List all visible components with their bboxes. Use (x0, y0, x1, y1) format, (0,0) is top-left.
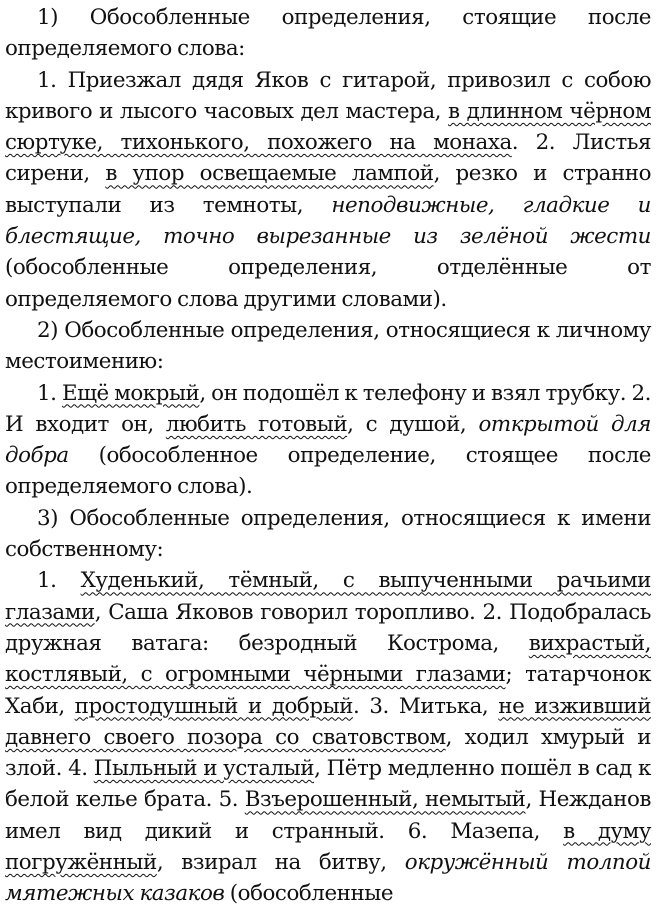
text-segment: , Нежданов имел вид дикий и странный. 6. Мазепа, (5, 787, 651, 844)
paragraph (5, 378, 651, 503)
text-segment: ; татарчонок Хаби, (5, 662, 651, 719)
text-segment: . 3. Митька, (353, 693, 499, 719)
text-segment: (обособленные (224, 881, 394, 907)
text-segment: , взирал на битву, (156, 850, 405, 876)
underlined-definition: не изживший давнего своего позора со сватовством (5, 693, 651, 750)
text-segment: 2) Обособленные определения, относящиеся к личному местоимению: (5, 317, 651, 375)
italic-definition: окружённый толпой мятежных казаков (5, 850, 652, 907)
text-segment: . 2. Листья сирени, (5, 130, 651, 187)
underlined-definition: вихрастый, костлявый, с огромными чёрными глазами (5, 630, 651, 688)
text-segment: 1. (37, 568, 81, 594)
underlined-definition: в упор освещаемые лампой (105, 161, 434, 187)
paragraph (5, 2, 651, 65)
text-segment: , с душой, (347, 411, 479, 437)
text-segment: (обособленные определения, отделённые от определяемого слова другими словами). (5, 255, 651, 312)
text-segment: 1) Обособленные определения, стоящие после определяемого слова: (5, 5, 651, 62)
underlined-definition: Пыльный и усталый (93, 756, 315, 782)
text-segment: 3) Обособленные определения, относящиеся к имени собственному: (5, 505, 651, 563)
underlined-definition: Худенький, тёмный, с выпученными рачьими глазами (5, 568, 651, 625)
paragraph (5, 565, 651, 909)
underlined-definition: в думу погружённый (5, 818, 651, 876)
paragraph (5, 315, 651, 378)
underlined-definition: в длинном чёрном сюртуке, тихонького, похожего на монаха (5, 98, 652, 156)
underlined-definition: простодушный и добрый (74, 693, 353, 719)
text-segment: 1. Приезжал дядя Яков с гитарой, привозил с собою кривого и лысого часовых дел мастера, (5, 67, 651, 124)
text-segment: , Саша Яковов говорил торопливо. 2. Подобралась дружная ватага: безродный Кострома, (5, 599, 651, 656)
text-segment: , он подошёл к телефону и взял трубку. 2. И входит он, (5, 380, 651, 437)
italic-definition: неподвижные, гладкие и блестящие, точно вырезанные из зелёной жести (5, 192, 651, 250)
underlined-definition: Ещё мокрый (61, 380, 200, 406)
paragraph (5, 65, 651, 315)
text-segment: (обособленное определение, стоящее после определяемого слова). (5, 443, 651, 500)
text-segment: , Пётр медленно пошёл в сад к белой келье брата. 5. (5, 756, 651, 813)
text-segment: , ходил хмурый и злой. 4. (5, 724, 651, 782)
underlined-definition: Взъерошенный, немытый (244, 787, 526, 813)
text-segment: 1. (37, 380, 62, 406)
paragraph (5, 503, 651, 566)
italic-definition: открытой для добра (5, 411, 652, 469)
text-segment: , резко и странно выступали из темноты, (5, 161, 651, 218)
underlined-definition: любить готовый (165, 411, 348, 437)
